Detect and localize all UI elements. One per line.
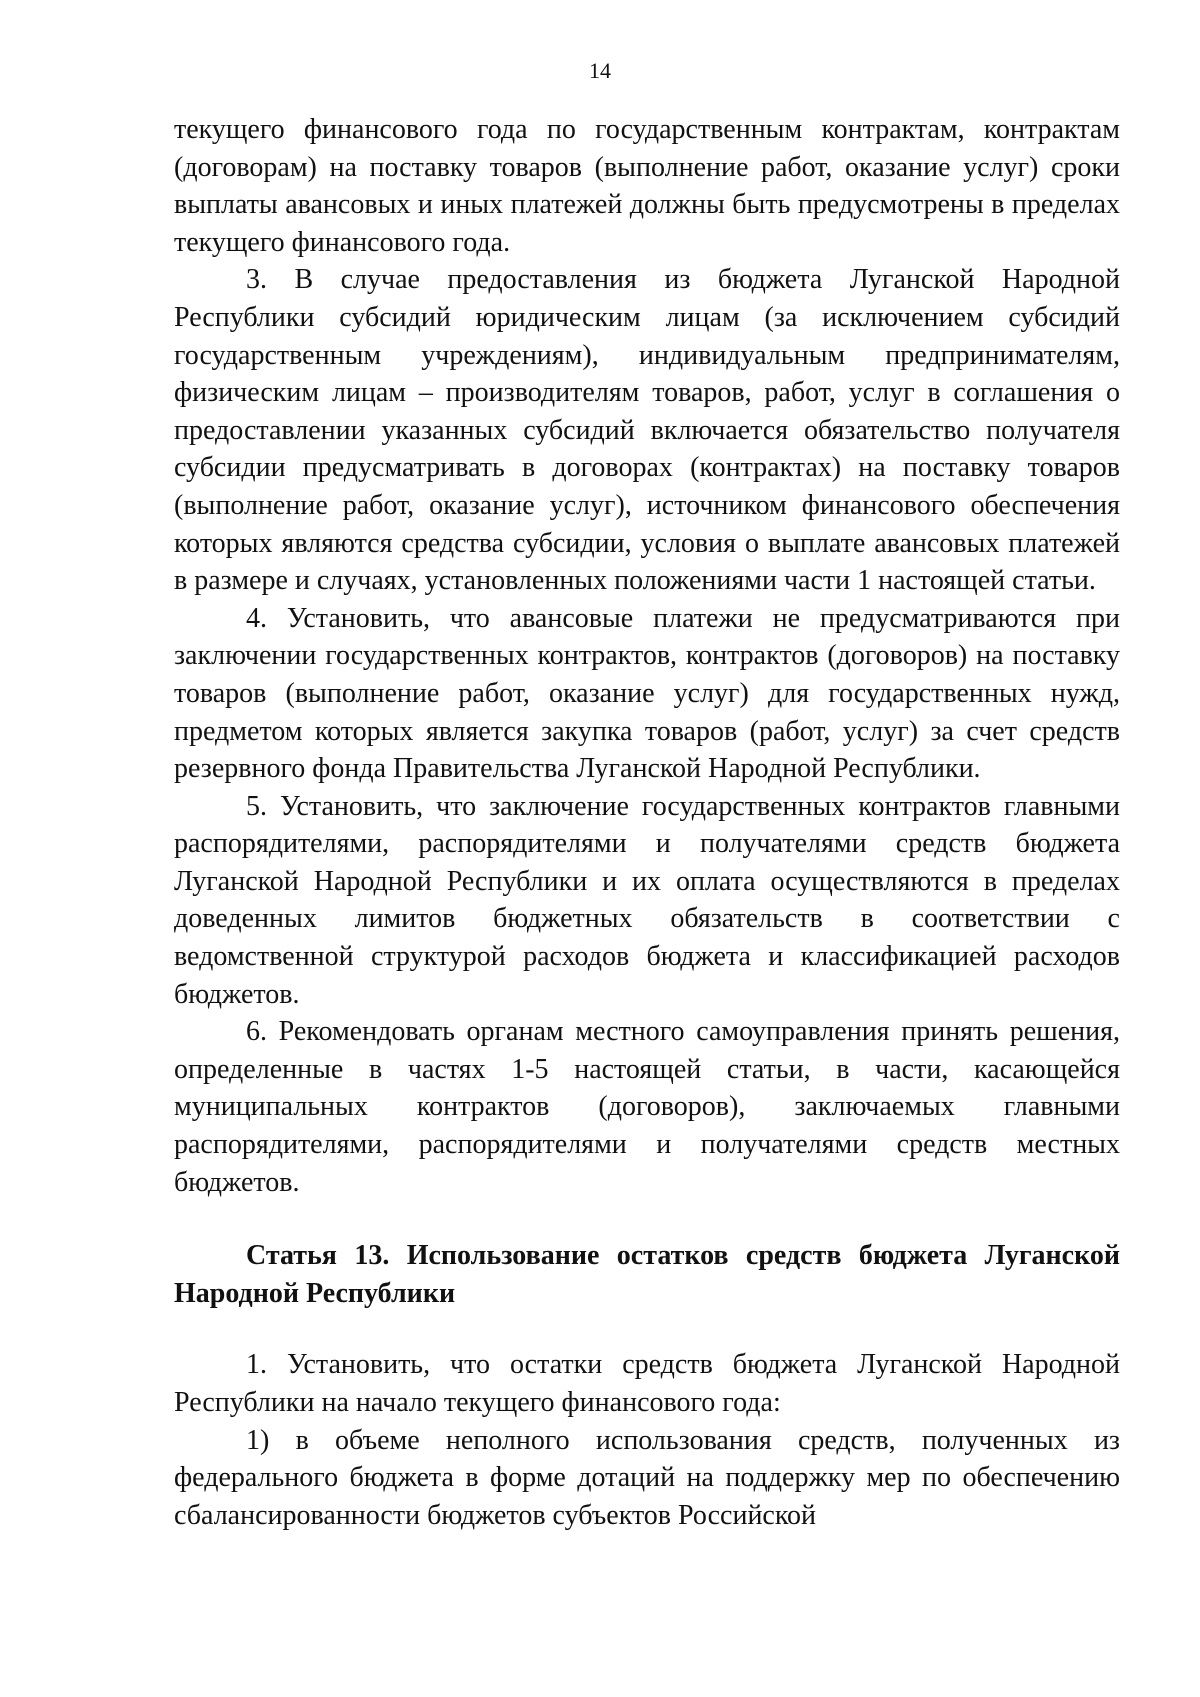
page-number: 14 xyxy=(589,58,611,83)
paragraph-continuation: текущего финансового года по государственным контрактам, контрактам (договорам) на поставку товаров (выполнение работ, оказание услуг) сроки выплаты авансовых и иных платежей должны быть предусмотрены в пределах текущего финансового года. xyxy=(174,114,1120,258)
paragraph-item-3: 3. В случае предоставления из бюджета Луганской Народной Республики субсидий юридическим лицам (за исключением субсидий государственным учреждениям), индивидуальным предпринимателям, физическим лицам – производителям товаров, работ, услуг в соглашения о предоставлении указанных субсидий включается обязательство получателя субсидии предусматривать в договорах (контрактах) на поставку товаров (выполнение работ, оказание услуг), источником финансового обеспечения которых являются средства субсидии, условия о выплате авансовых платежей в размере и случаях, установленных положениями части 1 настоящей статьи. xyxy=(174,264,1120,597)
paragraph-item-6: 6. Рекомендовать органам местного самоуправления принять решения, определенные в частях 1-5 настоящей статьи, в части, касающейся муниципальных контрактов (договоров), заключаемых главными распорядителями, распорядителями и получателями средств местных бюджетов. xyxy=(174,1016,1120,1198)
document-body xyxy=(174,111,1120,1534)
article-heading: Статья 13. Использование остатков средств бюджета Луганской Народной Республики xyxy=(174,1240,1120,1309)
article-subparagraph-1: 1) в объеме неполного использования средств, полученных из федерального бюджета в форме дотаций на поддержку мер по обеспечению сбалансированности бюджетов субъектов Российской xyxy=(174,1424,1120,1531)
paragraph-item-4: 4. Установить, что авансовые платежи не предусматриваются при заключении государственных контрактов, контрактов (договоров) на поставку товаров (выполнение работ, оказание услуг) для государственных нужд, предметом которых является закупка товаров (работ, услуг) за счет средств резервного фонда Правительства Луганской Народной Республики. xyxy=(174,602,1120,785)
paragraph-item-5: 5. Установить, что заключение государственных контрактов главными распорядителями, распорядителями и получателями средств бюджета Луганской Народной Республики и их оплата осуществляются в пределах доведенных лимитов бюджетных обязательств в соответствии с ведомственной структурой расходов бюджета и классификацией расходов бюджетов. xyxy=(174,790,1120,1010)
article-paragraph-1: 1. Установить, что остатки средств бюджета Луганской Народной Республики на начало текущего финансового года: xyxy=(174,1349,1120,1418)
